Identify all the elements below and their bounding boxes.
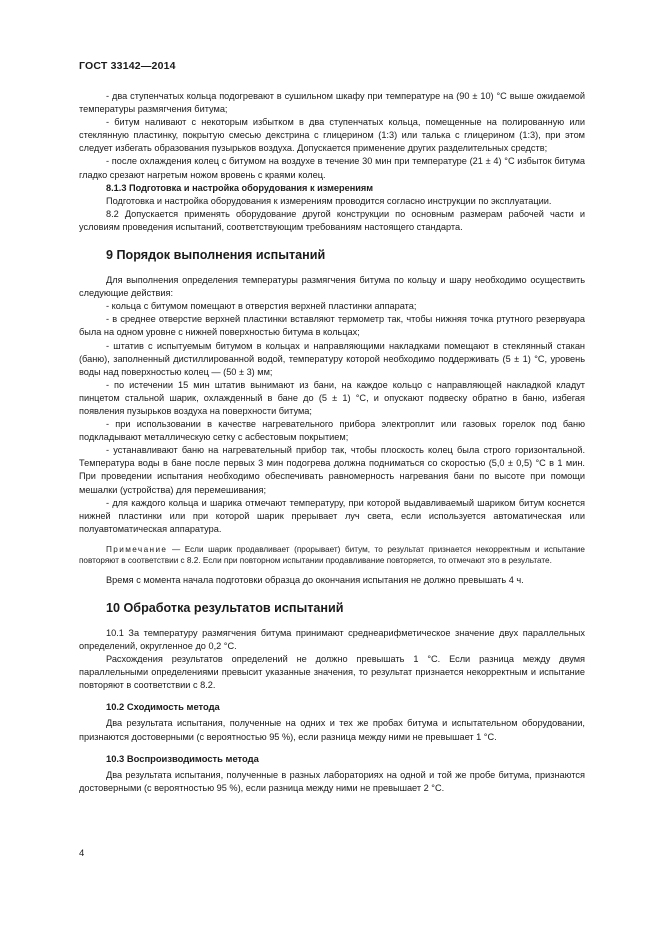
paragraph-8-2: 8.2 Допускается применять оборудование другой конструкции по основным размерам рабочей части и условиям проведения испытаний, соответствующим требованиям настоящего стандарта. <box>79 208 585 232</box>
list-item: - для каждого кольца и шарика отмечают температуру, при которой выдавливаемый шариком битум коснется нижней пластинки или при которой шарик прерывает луч света, если используется автоматическая или полуавтоматическая аппаратура. <box>79 497 585 534</box>
section-heading-9: 9 Порядок выполнения испытаний <box>106 248 326 263</box>
paragraph: Для выполнения определения температуры размягчения битума по кольцу и шару необходимо осуществить следующие действия: <box>79 275 585 299</box>
note-text: — Если шарик продавливает (прорывает) битум, то результат признается некорректным и испытание повторяют в соответствии с 8.2. Если при повторном испытании продавливание повторяется, то отмечают это в результате. <box>79 544 585 565</box>
subsection-heading-8-1-3: 8.1.3 Подготовка и настройка оборудования к измерениям <box>106 182 374 193</box>
list-item: - по истечении 15 мин штатив вынимают из бани, на каждое кольцо с направляющей накладкой кладут пинцетом стальной шарик, охлажденный в бане до (5 ± 1) °С, и опускают подвеску обратно в баню, избегая появления пузырьков воздуха на поверхности битума; <box>79 379 585 416</box>
subsection-heading-10-3: 10.3 Воспроизводимость метода <box>106 752 259 764</box>
page-number: 4 <box>79 848 85 859</box>
list-item: - устанавливают баню на нагревательный прибор так, чтобы плоскость колец была строго горизонтальной. Температура воды в бане после первых 3 мин подогрева должна подниматься со скоростью (5,0 ± 0,5) °С в 1 мин. При проведении испытания необходимо обеспечивать равномерность нагревания бани по высоте при помощи мешалки (устройства) для перемешивания; <box>79 445 585 495</box>
note-label: Примечание <box>106 544 168 554</box>
document-header: ГОСТ 33142—2014 <box>79 60 176 72</box>
list-item: - штатив с испытуемым битумом в кольцах и направляющими накладками помещают в стеклянный стакан (баню), заполненный дистиллированной водой, температуру которой необходимо поддерживать (5 ± 1) °С, уровень воды над поверхностью колец — (50 ± 3) мм; <box>79 340 585 377</box>
list-item: - после охлаждения колец с битумом на воздухе в течение 30 мин при температуре (21 ± 4) °С избыток битума гладко срезают нагретым ножом вровень с краями колец. <box>79 156 585 180</box>
subsection-heading-10-2: 10.2 Сходимость метода <box>106 701 220 713</box>
list-item: - битум наливают с некоторым избытком в два ступенчатых кольца, помещенные на полированную или стеклянную пластинку, покрытую смесью декстрина с глицерином (1:3) или талька с глицерином (1:3), при этом следует избегать образования пузырьков воздуха. Допускается применение других разделительных средств; <box>79 117 585 154</box>
section-heading-10: 10 Обработка результатов испытаний <box>106 601 344 615</box>
list-item: - два ступенчатых кольца подогревают в сушильном шкафу при температуре на (90 ± 10) °С выше ожидаемой температуры размягчения битума; <box>79 91 585 115</box>
paragraph: Время с момента начала подготовки образца до окончания испытания не должно превышать 4 ч. <box>106 574 524 585</box>
paragraph: Два результата испытания, полученные на одних и тех же пробах битума и испытательном оборудовании, признаются достоверными (с вероятностью 95 %), если разница между ними не превышает 1 °С. <box>79 718 585 742</box>
page-content <box>79 90 585 795</box>
paragraph: Подготовка и настройка оборудования к измерениям проводится согласно инструкции по эксплуатации. <box>106 195 552 206</box>
list-item: - при использовании в качестве нагревательного прибора электроплит или газовых горелок под баню подкладывают металлическую сетку с асбестовым покрытием; <box>79 419 585 443</box>
paragraph: Расхождения результатов определений не должно превышать 1 °С. Если разница между двумя параллельными определениями превысит указанные значения, то результат признается некорректным и испытание повторяют в соответствии с 8.2. <box>79 654 585 691</box>
paragraph-10-1: 10.1 За температуру размягчения битума принимают среднеарифметическое значение двух параллельных определений, округленное до 0,2 °С. <box>79 628 585 652</box>
list-item: - кольца с битумом помещают в отверстия верхней пластинки аппарата; <box>106 301 417 312</box>
list-item: - в среднее отверстие верхней пластинки вставляют термометр так, чтобы нижняя точка ртутного резервуара была на одном уровне с нижней поверхностью битума в кольцах; <box>79 314 585 338</box>
note <box>79 544 585 566</box>
paragraph: Два результата испытания, полученные в разных лабораториях на одной и той же пробе битума, признаются достоверными (с вероятностью 95 %), если разница между ними не превышает 2 °С. <box>79 769 585 793</box>
